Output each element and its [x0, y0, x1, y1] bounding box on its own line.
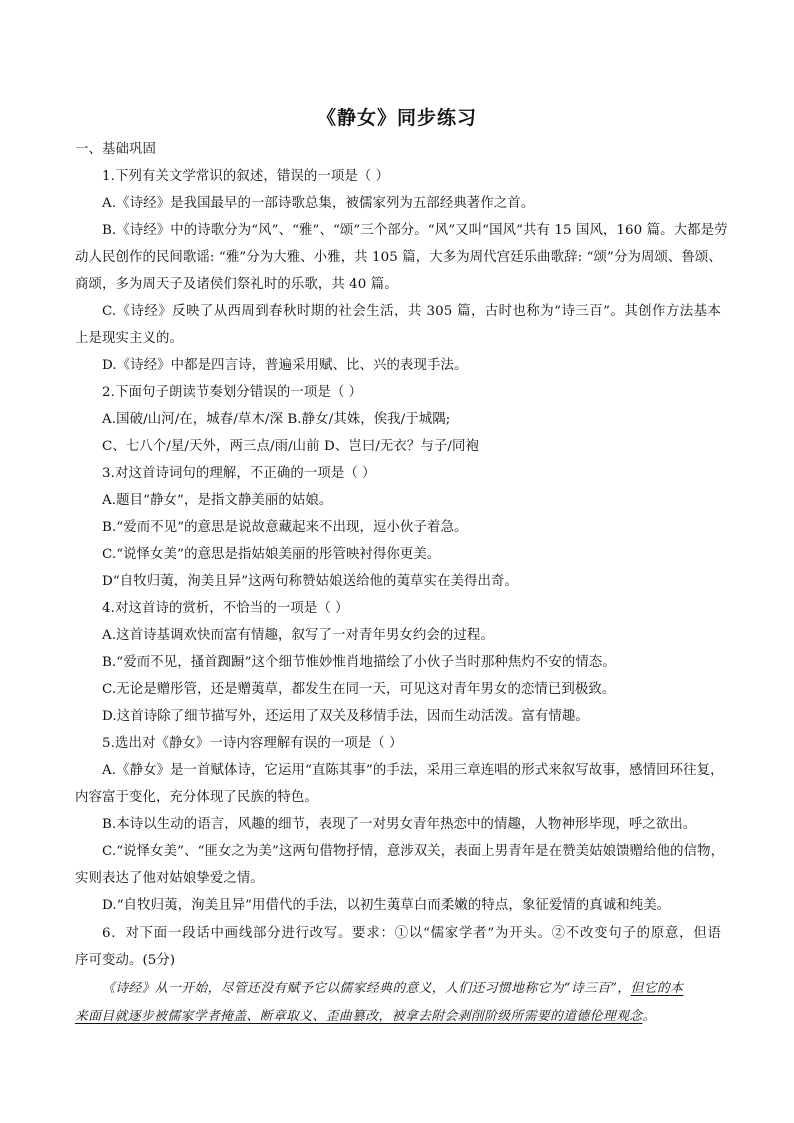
q3-option-d: D“自牧归荑，洵美且异”这两句称赞姑娘送给他的荑草实在美得出奇。 — [102, 574, 518, 589]
section-heading: 一、基础巩固 — [75, 142, 156, 157]
passage-plain-text: 《诗经》从一开始，尽管还没有赋予它以儒家经典的意义，人们还习惯地称它为“诗三百”， — [102, 981, 631, 996]
q2-stem: 2.下面句子朗读节奏划分错误的一项是（ ） — [102, 385, 363, 400]
q1-stem: 1.下列有关文学常识的叙述，错误的一项是（ ） — [102, 169, 390, 184]
q5-option-c-line2: 实则表达了他对姑娘挚爱之情。 — [75, 871, 264, 886]
passage-end-punct: 。 — [642, 1009, 656, 1024]
q5-option-a-line2: 内容富于变化，充分体现了民族的特色。 — [75, 790, 318, 805]
q1-option-b-line1: B.《诗经》中的诗歌分为“风”、“雅”、“颂”三个部分。“风”又叫“国风”共有 15 国风，160 篇。大都是劳 — [102, 223, 728, 238]
q4-option-c: C.无论是赠彤管，还是赠荑草，都发生在同一天，可见这对青年男女的恋情已到极致。 — [102, 682, 616, 697]
q6-passage-line1 — [102, 977, 683, 996]
q2-options-cd: C、七八个/星/天外，两三点/雨/山前 D、岂曰/无衣？与子/同袍 — [102, 439, 479, 454]
q3-option-a: A.题目“静女”，是指文静美丽的姑娘。 — [102, 493, 333, 508]
q3-option-b: B.“爱而不见”的意思是说故意藏起来不出现，逗小伙子着急。 — [102, 520, 468, 535]
q1-option-c-line1: C.《诗经》反映了从西周到春秋时期的社会生活，共 305 篇，古时也称为“诗三百”。其创作方法基本 — [102, 304, 721, 319]
q4-option-b: B.“爱而不见，搔首踟蹰”这个细节惟妙惟肖地描绘了小伙子当时那种焦灼不安的情态。 — [102, 655, 616, 670]
page-title: 《静女》同步练习 — [316, 107, 477, 129]
q6-stem-line1: 6．对下面一段话中画线部分进行改写。要求：①以“儒家学者”为开头。②不改变句子的原意，但语 — [102, 926, 721, 941]
q5-stem: 5.选出对《静女》一诗内容理解有误的一项是（ ） — [102, 736, 403, 751]
q4-option-a: A.这首诗基调欢快而富有情趣，叙写了一对青年男女约会的过程。 — [102, 628, 494, 643]
q4-stem: 4.对这首诗的赏析，不恰当的一项是（ ） — [102, 601, 349, 616]
q1-option-b-line2: 动人民创作的民间歌谣: “雅”分为大雅、小雅，共 105 篇，大多为周代宫廷乐曲歌辞: “颂”分为周颂、鲁颂、 — [75, 250, 722, 265]
q6-passage-line2 — [75, 1005, 656, 1024]
q2-options-ab: A.国破/山河/在，城春/草木/深 B.静女/其姝，俟我/于城隅; — [102, 412, 451, 427]
q5-option-c-line1: C.“说怿女美”、“匪女之为美”这两句借物抒情，意涉双关，表面上男青年是在赞美姑娘馈赠给他的信物， — [102, 844, 725, 859]
passage-underlined-text: 来面目就逐步被儒家学者掩盖、断章取义、歪曲篡改，被拿去附会剥削阶级所需要的道德伦理观念 — [75, 1009, 643, 1024]
q1-option-d: D.《诗经》中都是四言诗，普遍采用赋、比、兴的表现手法。 — [102, 358, 468, 373]
passage-underlined-text-start: 但它的本 — [630, 981, 684, 996]
q1-option-b-line3: 商颂，多为周天子及诸侯们祭礼时的乐歌，共 40 篇。 — [75, 277, 398, 292]
q6-stem-line2: 序可变动。(5分) — [75, 953, 176, 968]
q3-stem: 3.对这首诗词句的理解，不正确的一项是（ ） — [102, 466, 376, 481]
q5-option-b: B.本诗以生动的语言，风趣的细节，表现了一对男女青年热恋中的情趣，人物神形毕现，呼之欲出。 — [102, 817, 697, 832]
q3-option-c: C.“说怿女美”的意思是指姑娘美丽的彤管映衬得你更美。 — [102, 547, 441, 562]
q4-option-d: D.这首诗除了细节描写外，还运用了双关及移情手法，因而生动活泼。富有情趣。 — [102, 709, 589, 724]
q1-option-c-line2: 上是现实主义的。 — [75, 331, 183, 346]
q5-option-a-line1: A.《静女》是一首赋体诗，它运用“直陈其事”的手法，采用三章连唱的形式来叙写故事，感情回环往复， — [102, 763, 724, 778]
q1-option-a: A.《诗经》是我国最早的一部诗歌总集，被儒家列为五部经典著作之首。 — [102, 196, 535, 211]
q5-option-d: D.“自牧归荑，洵美且异”用借代的手法，以初生荑草白而柔嫩的特点，象征爱情的真诚和纯美。 — [102, 898, 671, 913]
